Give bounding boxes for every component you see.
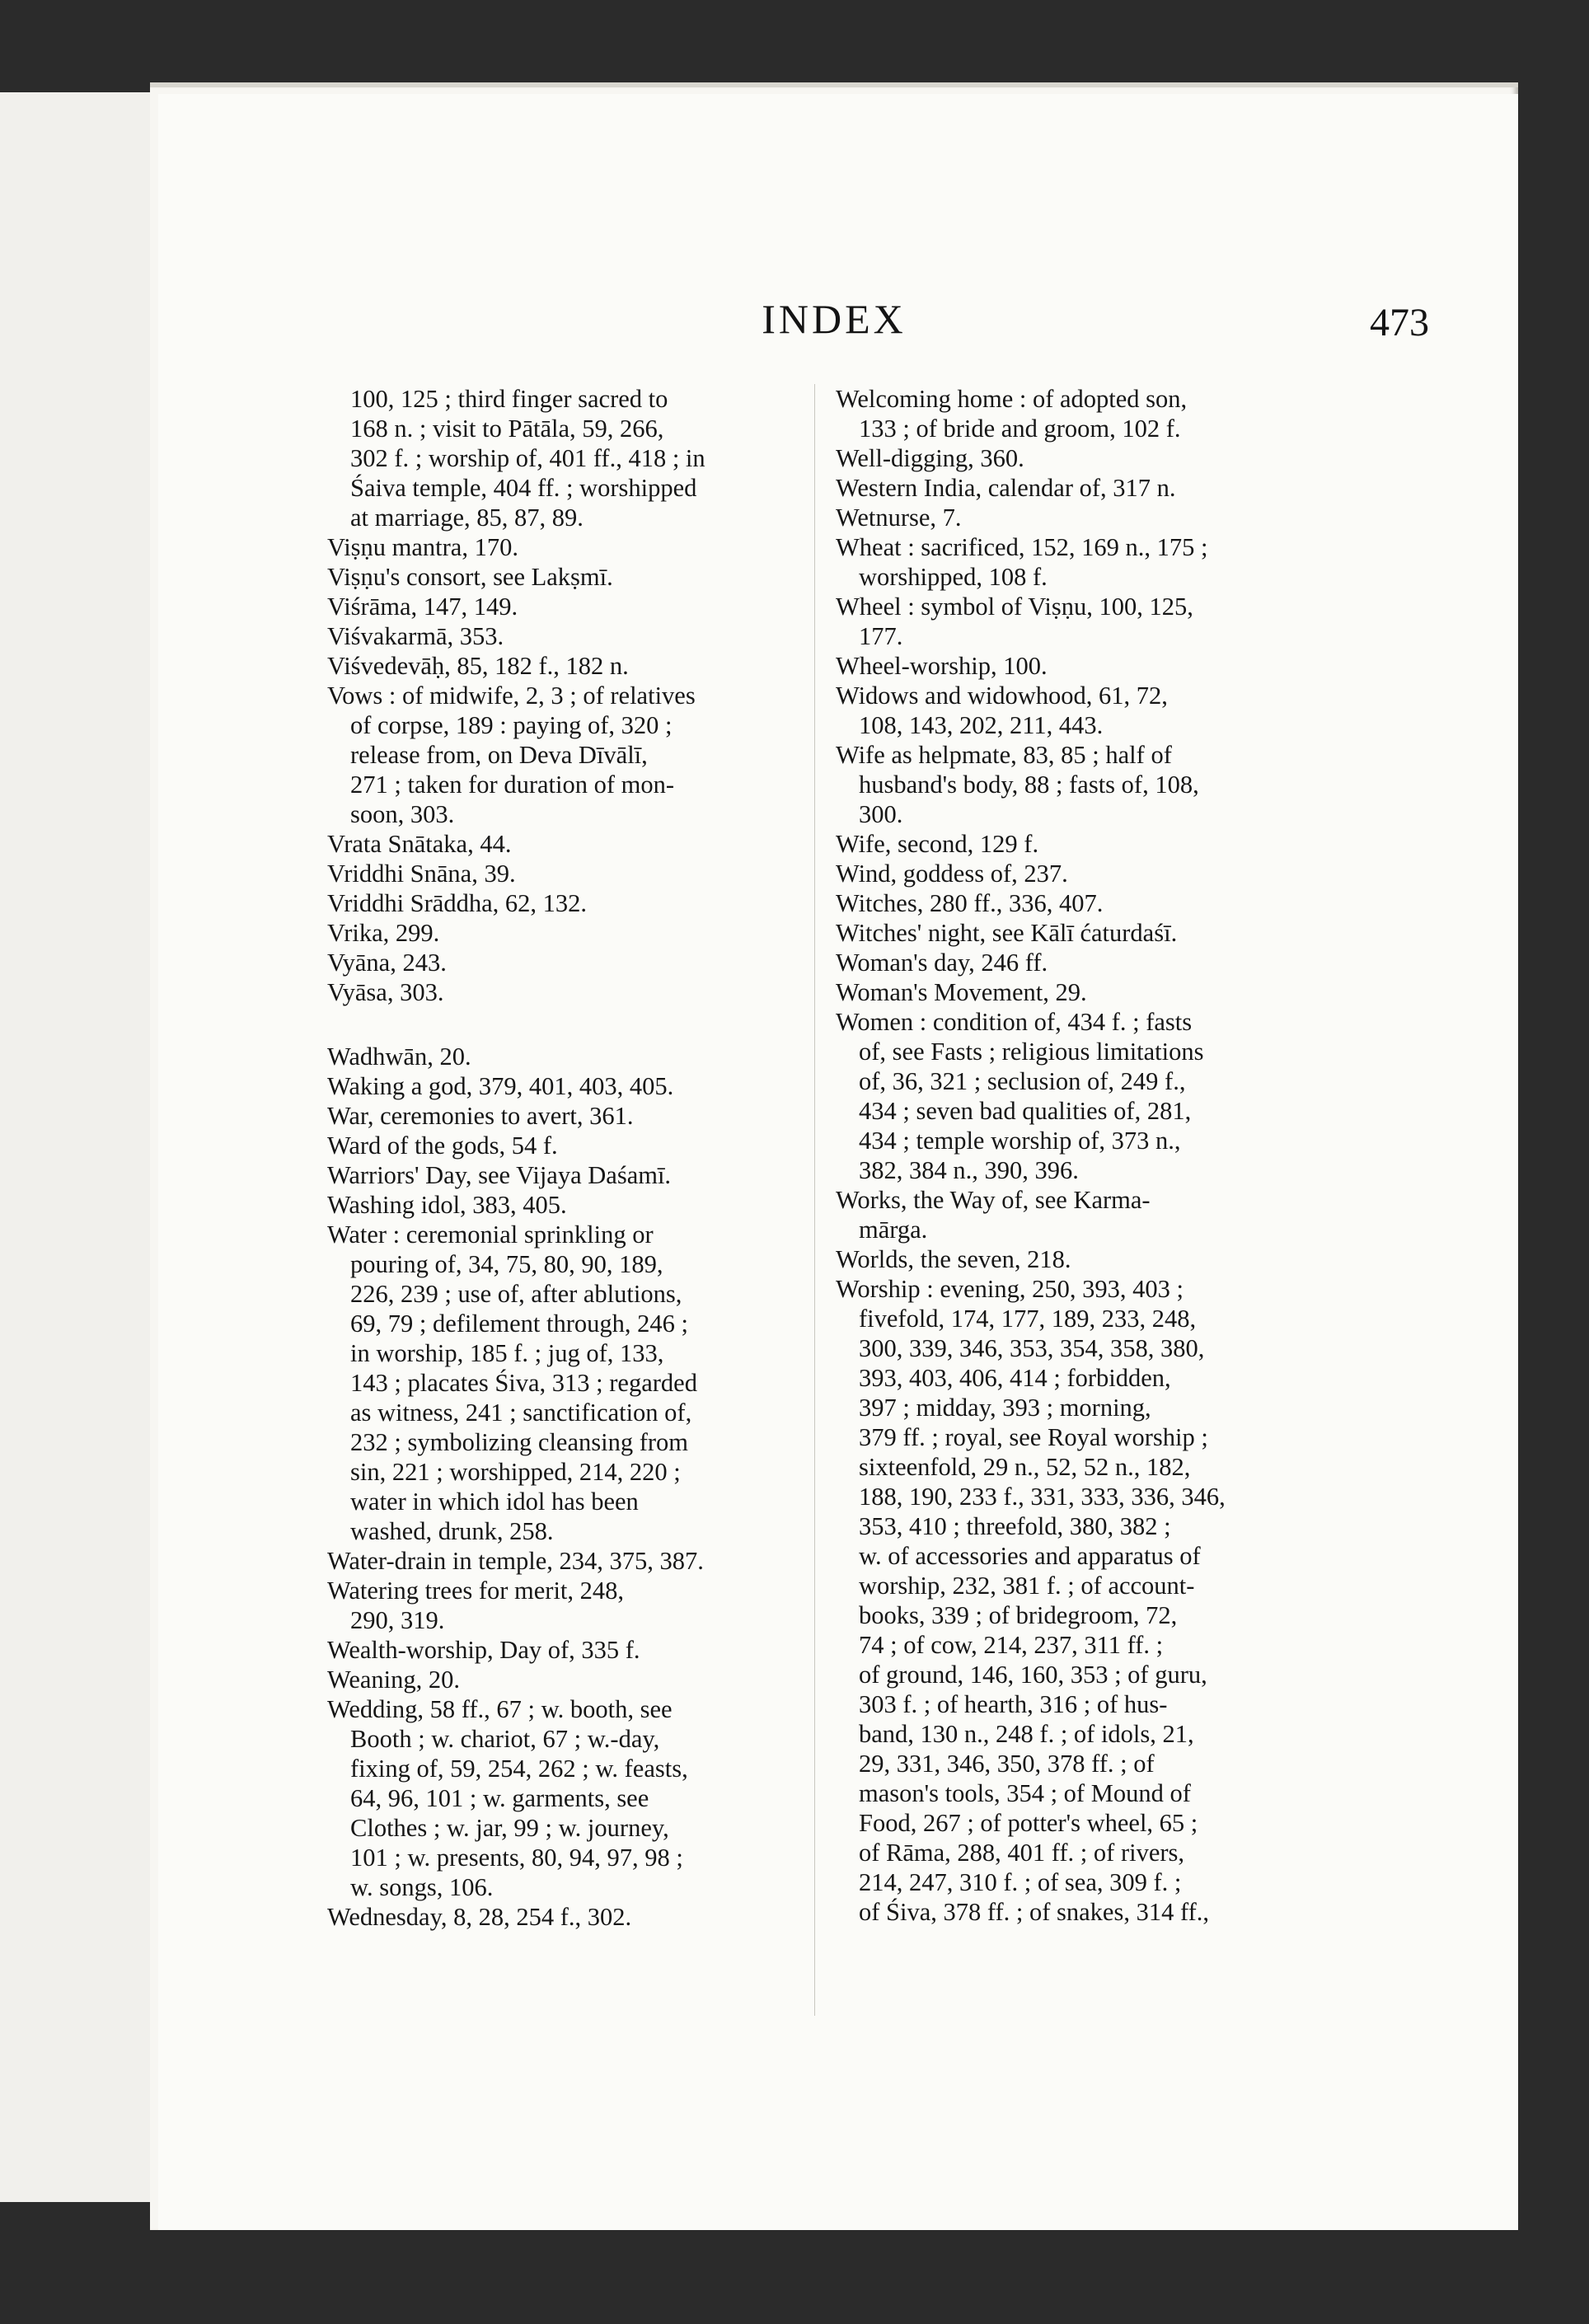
index-entry-line: Vrika, 299.	[327, 919, 440, 947]
index-entry-line: Water-drain in temple, 234, 375, 387.	[327, 1547, 704, 1575]
index-subentry-line: 397 ; midday, 393 ; morning,	[859, 1394, 1151, 1422]
index-subentry-line: Food, 267 ; of potter's wheel, 65 ;	[859, 1809, 1198, 1837]
index-entry-line: Works, the Way of, see Karma-	[836, 1186, 1151, 1214]
index-entry-line: Woman's Movement, 29.	[836, 978, 1087, 1006]
index-entry-line: Wednesday, 8, 28, 254 f., 302.	[327, 1903, 632, 1931]
index-entry-line: Welcoming home : of adopted son,	[836, 385, 1188, 413]
index-entry-line: Watering trees for merit, 248,	[327, 1577, 625, 1605]
index-subentry-line: pouring of, 34, 75, 80, 90, 189,	[350, 1250, 663, 1278]
index-entry-line: War, ceremonies to avert, 361.	[327, 1102, 634, 1130]
index-entry-line: Vows : of midwife, 2, 3 ; of relatives	[327, 682, 696, 710]
index-subentry-line: fixing of, 59, 254, 262 ; w. feasts,	[350, 1755, 688, 1783]
index-subentry-line: of, see Fasts ; religious limitations	[859, 1038, 1204, 1066]
index-subentry-line: washed, drunk, 258.	[350, 1517, 554, 1545]
index-subentry-line: at marriage, 85, 87, 89.	[350, 504, 584, 532]
index-entry-line: Wheat : sacrificed, 152, 169 n., 175 ;	[836, 533, 1208, 561]
index-column-left	[327, 384, 789, 1932]
index-subentry-line: 108, 143, 202, 211, 443.	[859, 711, 1104, 739]
index-subentry-line: Śaiva temple, 404 ff. ; worshipped	[350, 474, 697, 502]
index-entry-line: Vyāsa, 303.	[327, 978, 444, 1006]
index-entry-line: Waking a god, 379, 401, 403, 405.	[327, 1072, 674, 1100]
index-subentry-line: 133 ; of bride and groom, 102 f.	[859, 415, 1181, 443]
column-divider	[814, 384, 815, 2016]
index-subentry-line: 353, 410 ; threefold, 380, 382 ;	[859, 1512, 1171, 1540]
index-subentry-line: 226, 239 ; use of, after ablutions,	[350, 1280, 682, 1308]
index-subentry-line: husband's body, 88 ; fasts of, 108,	[859, 771, 1199, 799]
index-subentry-line: 300, 339, 346, 353, 354, 358, 380,	[859, 1334, 1205, 1362]
index-subentry-line: of Śiva, 378 ff. ; of snakes, 314 ff.,	[859, 1898, 1209, 1926]
index-subentry-line: as witness, 241 ; sanctification of,	[350, 1399, 692, 1427]
index-entry-line: Water : ceremonial sprinkling or	[327, 1221, 654, 1249]
index-subentry-line: of Rāma, 288, 401 ff. ; of rivers,	[859, 1839, 1185, 1867]
index-entry-line: Well-digging, 360.	[836, 444, 1024, 472]
index-subentry-line: mārga.	[859, 1216, 928, 1244]
index-entry-line: Vyāna, 243.	[327, 949, 447, 977]
index-subentry-line: 302 f. ; worship of, 401 ff., 418 ; in	[350, 444, 705, 472]
index-subentry-line: release from, on Deva Dīvālī,	[350, 741, 648, 769]
index-subentry-line: 393, 403, 406, 414 ; forbidden,	[859, 1364, 1171, 1392]
index-subentry-line: 64, 96, 101 ; w. garments, see	[350, 1784, 649, 1812]
index-subentry-line: 232 ; symbolizing cleansing from	[350, 1428, 688, 1456]
index-entry-line: Wedding, 58 ff., 67 ; w. booth, see	[327, 1695, 673, 1723]
index-subentry-line: of ground, 146, 160, 353 ; of guru,	[859, 1661, 1207, 1689]
index-entry-line: Vriddhi Srāddha, 62, 132.	[327, 889, 587, 917]
index-entry-line: Wetnurse, 7.	[836, 504, 962, 532]
index-subentry-line: 29, 331, 346, 350, 378 ff. ; of	[859, 1750, 1155, 1778]
index-subentry-line: Clothes ; w. jar, 99 ; w. journey,	[350, 1814, 669, 1842]
index-subentry-line: 379 ff. ; royal, see Royal worship ;	[859, 1423, 1208, 1451]
index-column-right	[836, 384, 1297, 1927]
index-subentry-line: w. of accessories and apparatus of	[859, 1542, 1201, 1570]
index-subentry-line: in worship, 185 f. ; jug of, 133,	[350, 1339, 664, 1367]
index-subentry-line: 290, 319.	[350, 1606, 445, 1634]
index-subentry-line: 188, 190, 233 f., 331, 333, 336, 346,	[859, 1483, 1226, 1511]
index-subentry-line: sixteenfold, 29 n., 52, 52 n., 182,	[859, 1453, 1191, 1481]
index-entry-line: Wife as helpmate, 83, 85 ; half of	[836, 741, 1172, 769]
facing-page-edge	[0, 92, 158, 2202]
index-subentry-line: books, 339 ; of bridegroom, 72,	[859, 1601, 1178, 1629]
index-subentry-line: water in which idol has been	[350, 1488, 639, 1516]
index-entry-line: Witches, 280 ff., 336, 407.	[836, 889, 1104, 917]
index-subentry-line: 74 ; of cow, 214, 237, 311 ff. ;	[859, 1631, 1164, 1659]
index-subentry-line: worship, 232, 381 f. ; of account-	[859, 1572, 1195, 1600]
index-entry-line: Warriors' Day, see Vijaya Daśamī.	[327, 1161, 672, 1189]
index-subentry-line: 434 ; seven bad qualities of, 281,	[859, 1097, 1192, 1125]
index-entry-line: Viśrāma, 147, 149.	[327, 593, 518, 621]
index-subentry-line: 100, 125 ; third finger sacred to	[350, 385, 668, 413]
index-subentry-line: worshipped, 108 f.	[859, 563, 1048, 591]
index-entry-line: Wadhwān, 20.	[327, 1043, 471, 1071]
index-subentry-line: of corpse, 189 : paying of, 320 ;	[350, 711, 673, 739]
index-subentry-line: mason's tools, 354 ; of Mound of	[859, 1779, 1191, 1807]
index-entry-line: Witches' night, see Kālī ćaturdaśī.	[836, 919, 1178, 947]
index-subentry-line: 177.	[859, 622, 903, 650]
entry-gap	[327, 1007, 789, 1042]
index-entry-line: Women : condition of, 434 f. ; fasts	[836, 1008, 1193, 1036]
index-subentry-line: 382, 384 n., 390, 396.	[859, 1156, 1079, 1184]
index-entry-line: Ward of the gods, 54 f.	[327, 1132, 558, 1160]
book-page	[150, 82, 1518, 2230]
index-entry-line: Viṣṇu's consort, see Lakṣmī.	[327, 563, 613, 591]
index-subentry-line: 434 ; temple worship of, 373 n.,	[859, 1127, 1181, 1155]
index-subentry-line: 303 f. ; of hearth, 316 ; of hus-	[859, 1690, 1168, 1718]
index-entry-line: Wife, second, 129 f.	[836, 830, 1039, 858]
index-entry-line: Washing idol, 383, 405.	[327, 1191, 567, 1219]
index-entry-line: Viṣṇu mantra, 170.	[327, 533, 518, 561]
index-entry-line: Wealth-worship, Day of, 335 f.	[327, 1636, 640, 1664]
index-entry-line: Weaning, 20.	[327, 1666, 461, 1694]
index-subentry-line: sin, 221 ; worshipped, 214, 220 ;	[350, 1458, 681, 1486]
page-number: 473	[1370, 301, 1429, 344]
index-entry-line: Wheel-worship, 100.	[836, 652, 1048, 680]
index-subentry-line: 271 ; taken for duration of mon-	[350, 771, 675, 799]
index-entry-line: Western India, calendar of, 317 n.	[836, 474, 1176, 502]
index-subentry-line: of, 36, 321 ; seclusion of, 249 f.,	[859, 1067, 1186, 1095]
running-head: INDEX	[762, 296, 907, 342]
index-entry-line: Woman's day, 246 ff.	[836, 949, 1048, 977]
index-subentry-line: Booth ; w. chariot, 67 ; w.-day,	[350, 1725, 660, 1753]
index-subentry-line: fivefold, 174, 177, 189, 233, 248,	[859, 1305, 1197, 1333]
index-subentry-line: 300.	[859, 800, 903, 828]
index-subentry-line: soon, 303.	[350, 800, 455, 828]
index-entry-line: Viśvedevāḥ, 85, 182 f., 182 n.	[327, 652, 629, 680]
index-subentry-line: band, 130 n., 248 f. ; of idols, 21,	[859, 1720, 1194, 1748]
index-subentry-line: 214, 247, 310 f. ; of sea, 309 f. ;	[859, 1868, 1182, 1896]
index-entry-line: Wind, goddess of, 237.	[836, 860, 1068, 888]
index-entry-line: Widows and widowhood, 61, 72,	[836, 682, 1168, 710]
index-entry-line: Worlds, the seven, 218.	[836, 1245, 1071, 1273]
index-subentry-line: 143 ; placates Śiva, 313 ; regarded	[350, 1369, 697, 1397]
index-subentry-line: 69, 79 ; defilement through, 246 ;	[350, 1310, 688, 1338]
index-entry-line: Vriddhi Snāna, 39.	[327, 860, 516, 888]
index-entry-line: Wheel : symbol of Viṣṇu, 100, 125,	[836, 593, 1193, 621]
index-entry-line: Worship : evening, 250, 393, 403 ;	[836, 1275, 1184, 1303]
index-entry-line: Vrata Snātaka, 44.	[327, 830, 512, 858]
index-subentry-line: 101 ; w. presents, 80, 94, 97, 98 ;	[350, 1844, 683, 1872]
index-entry-line: Viśvakarmā, 353.	[327, 622, 504, 650]
index-subentry-line: w. songs, 106.	[350, 1873, 494, 1901]
index-subentry-line: 168 n. ; visit to Pātāla, 59, 266,	[350, 415, 664, 443]
